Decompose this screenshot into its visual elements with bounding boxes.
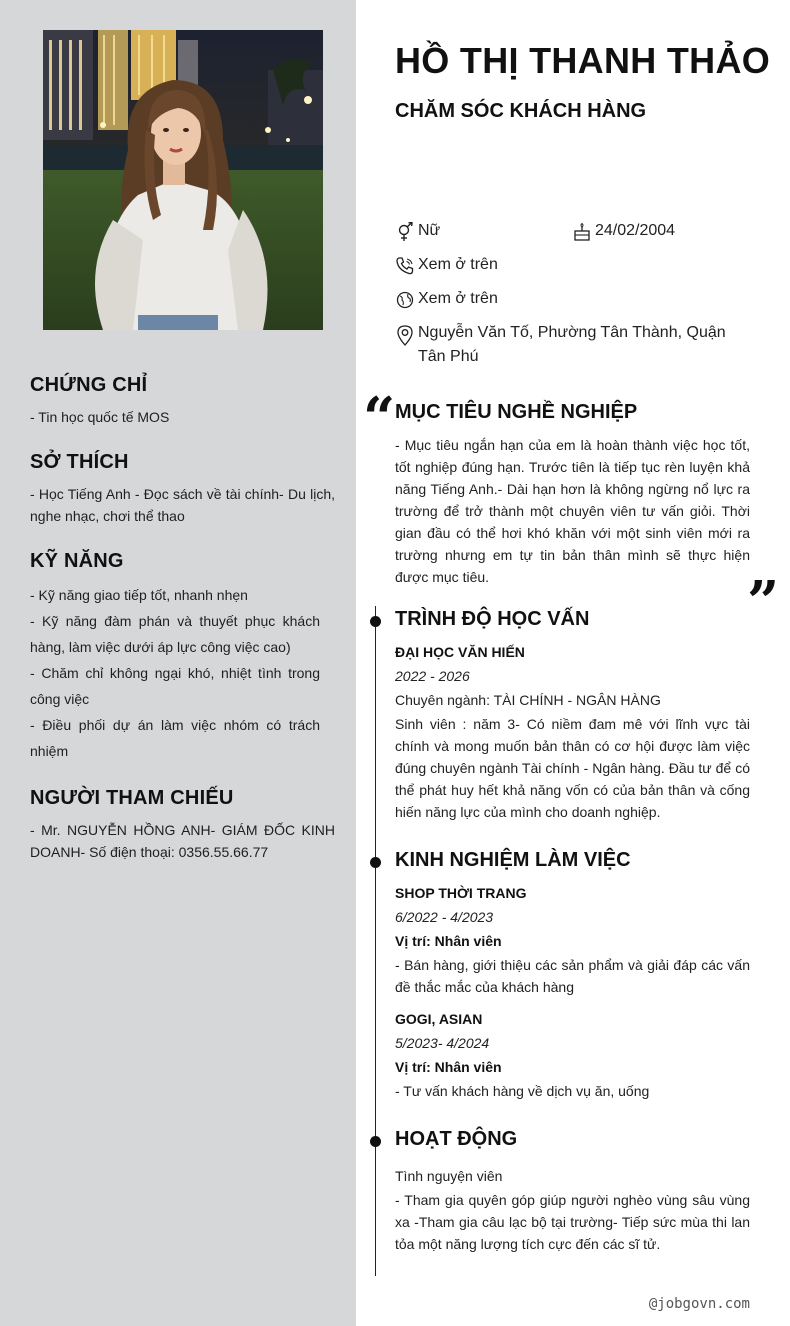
skill-item: - Điều phối dự án làm việc nhóm có trách nhiệm [30,717,320,759]
map-pin-icon [395,324,415,346]
objective-section [395,401,750,588]
interests-heading: SỞ THÍCH [30,451,129,473]
profile-photo [43,30,323,330]
job-period: 5/2023- 4/2024 [395,1035,490,1051]
job-period: 6/2022 - 4/2023 [395,909,494,925]
phone-value: Xem ở trên [418,256,498,273]
job-position: Vị trí: Nhân viên [395,933,502,949]
timeline-dot [370,616,381,627]
activities-section [395,1128,750,1255]
timeline-dot [370,1136,381,1147]
job-company: SHOP THỜI TRANG [395,885,527,901]
education-description: Sinh viên : năm 3- Có niềm đam mê với lĩnh vực tài chính và mong muốn bản thân có cơ hội được làm việc đúng chuyên ngành Tài chính - Ngân hàng. Đầu tư để có thể phát huy hết khả năng vốn có của bản thân và cống hiến năng lực của mình cho doanh nghiệp. [395,716,750,820]
job-entry [395,1008,750,1102]
experience-heading: KINH NGHIỆM LÀM VIỆC [395,849,631,871]
objective-text: - Mục tiêu ngắn hạn của em là hoàn thành việc học tốt, tốt nghiệp đúng hạn. Trước tiên là tiếp tục rèn luyện khả năng Tiếng Anh.- Dài hạn hơn là không ngừng nổ lực ra trường để trở thành một chuyên viên tư vấn giỏi. Thời gian đầu có thể hơi khó khăn với một sinh viên mới ra trường nhưng em tự tin bản thân mình sẽ thực hiện được mục tiêu. [395,437,750,585]
job-entry [395,882,750,998]
certificates-heading: CHỨNG CHỈ [30,374,148,396]
skill-item: - Chăm chỉ không ngại khó, nhiệt tình trong công việc [30,665,320,707]
activities-role: Tình nguyện viên [395,1168,503,1184]
job-position: Vị trí: Nhân viên [395,1059,502,1075]
job-description: - Bán hàng, giới thiệu các sản phẩm và giải đáp các vấn đề thắc mắc của khách hàng [395,957,750,995]
references-heading: NGƯỜI THAM CHIẾU [30,787,234,809]
website-row [395,287,498,311]
activities-description: - Tham gia quyên góp giúp người nghèo vùng sâu vùng xa -Tham gia câu lạc bộ tại trường- Tiếp sức mùa thi lan tỏa một năng lượng tích cực đến các sĩ tử. [395,1192,750,1252]
references-text: - Mr. NGUYỄN HỒNG ANH- GIÁM ĐỐC KINH DOANH- Số điện thoại: 0356.55.66.77 [30,822,335,860]
address-value: Nguyễn Văn Tố, Phường Tân Thành, Quận Tân Phú [418,324,726,365]
interests-text: - Học Tiếng Anh - Đọc sách về tài chính- Du lịch, nghe nhạc, chơi thể thao [30,486,335,524]
gender-value: Nữ [418,222,441,239]
job-company: GOGI, ASIAN [395,1011,483,1027]
skills-heading: KỸ NĂNG [30,550,124,572]
quote-open-icon: “ [363,385,396,451]
certificates-text: - Tin học quốc tế MOS [30,409,170,425]
education-section [395,608,750,823]
skill-item: - Kỹ năng giao tiếp tốt, nhanh nhẹn [30,587,248,603]
address-row [395,321,750,369]
cake-icon [572,222,592,242]
gender-icon [395,222,415,242]
objective-heading: MỤC TIÊU NGHỀ NGHIỆP [395,401,638,423]
watermark: @jobgovn.com [648,1296,750,1312]
website-value: Xem ở trên [418,290,498,307]
gender-row [395,219,440,243]
timeline-line [375,606,376,1276]
skill-item: - Kỹ năng đàm phán và thuyết phục khách hàng, làm việc dưới áp lực công việc cao) [30,613,320,655]
experience-section [395,849,750,1102]
birthday-row [572,219,675,243]
references-section [30,787,335,863]
school-name: ĐẠI HỌC VĂN HIẾN [395,644,525,660]
education-major: Chuyên ngành: TÀI CHÍNH - NGÂN HÀNG [395,692,661,708]
phone-icon [395,256,415,276]
birthday-value: 24/02/2004 [595,222,676,239]
globe-icon [395,290,415,310]
interests-section [30,451,335,527]
job-description: - Tư vấn khách hàng về dịch vụ ăn, uống [395,1083,650,1099]
certificates-section [30,374,335,428]
activities-heading: HOẠT ĐỘNG [395,1128,518,1150]
candidate-name: HỒ THỊ THANH THẢO [395,40,771,81]
quote-close-icon: ” [747,569,780,635]
timeline-dot [370,857,381,868]
skills-section [30,550,335,764]
phone-row [395,253,498,277]
education-heading: TRÌNH ĐỘ HỌC VẤN [395,608,590,630]
job-title: CHĂM SÓC KHÁCH HÀNG [395,100,647,122]
education-period: 2022 - 2026 [395,668,470,684]
